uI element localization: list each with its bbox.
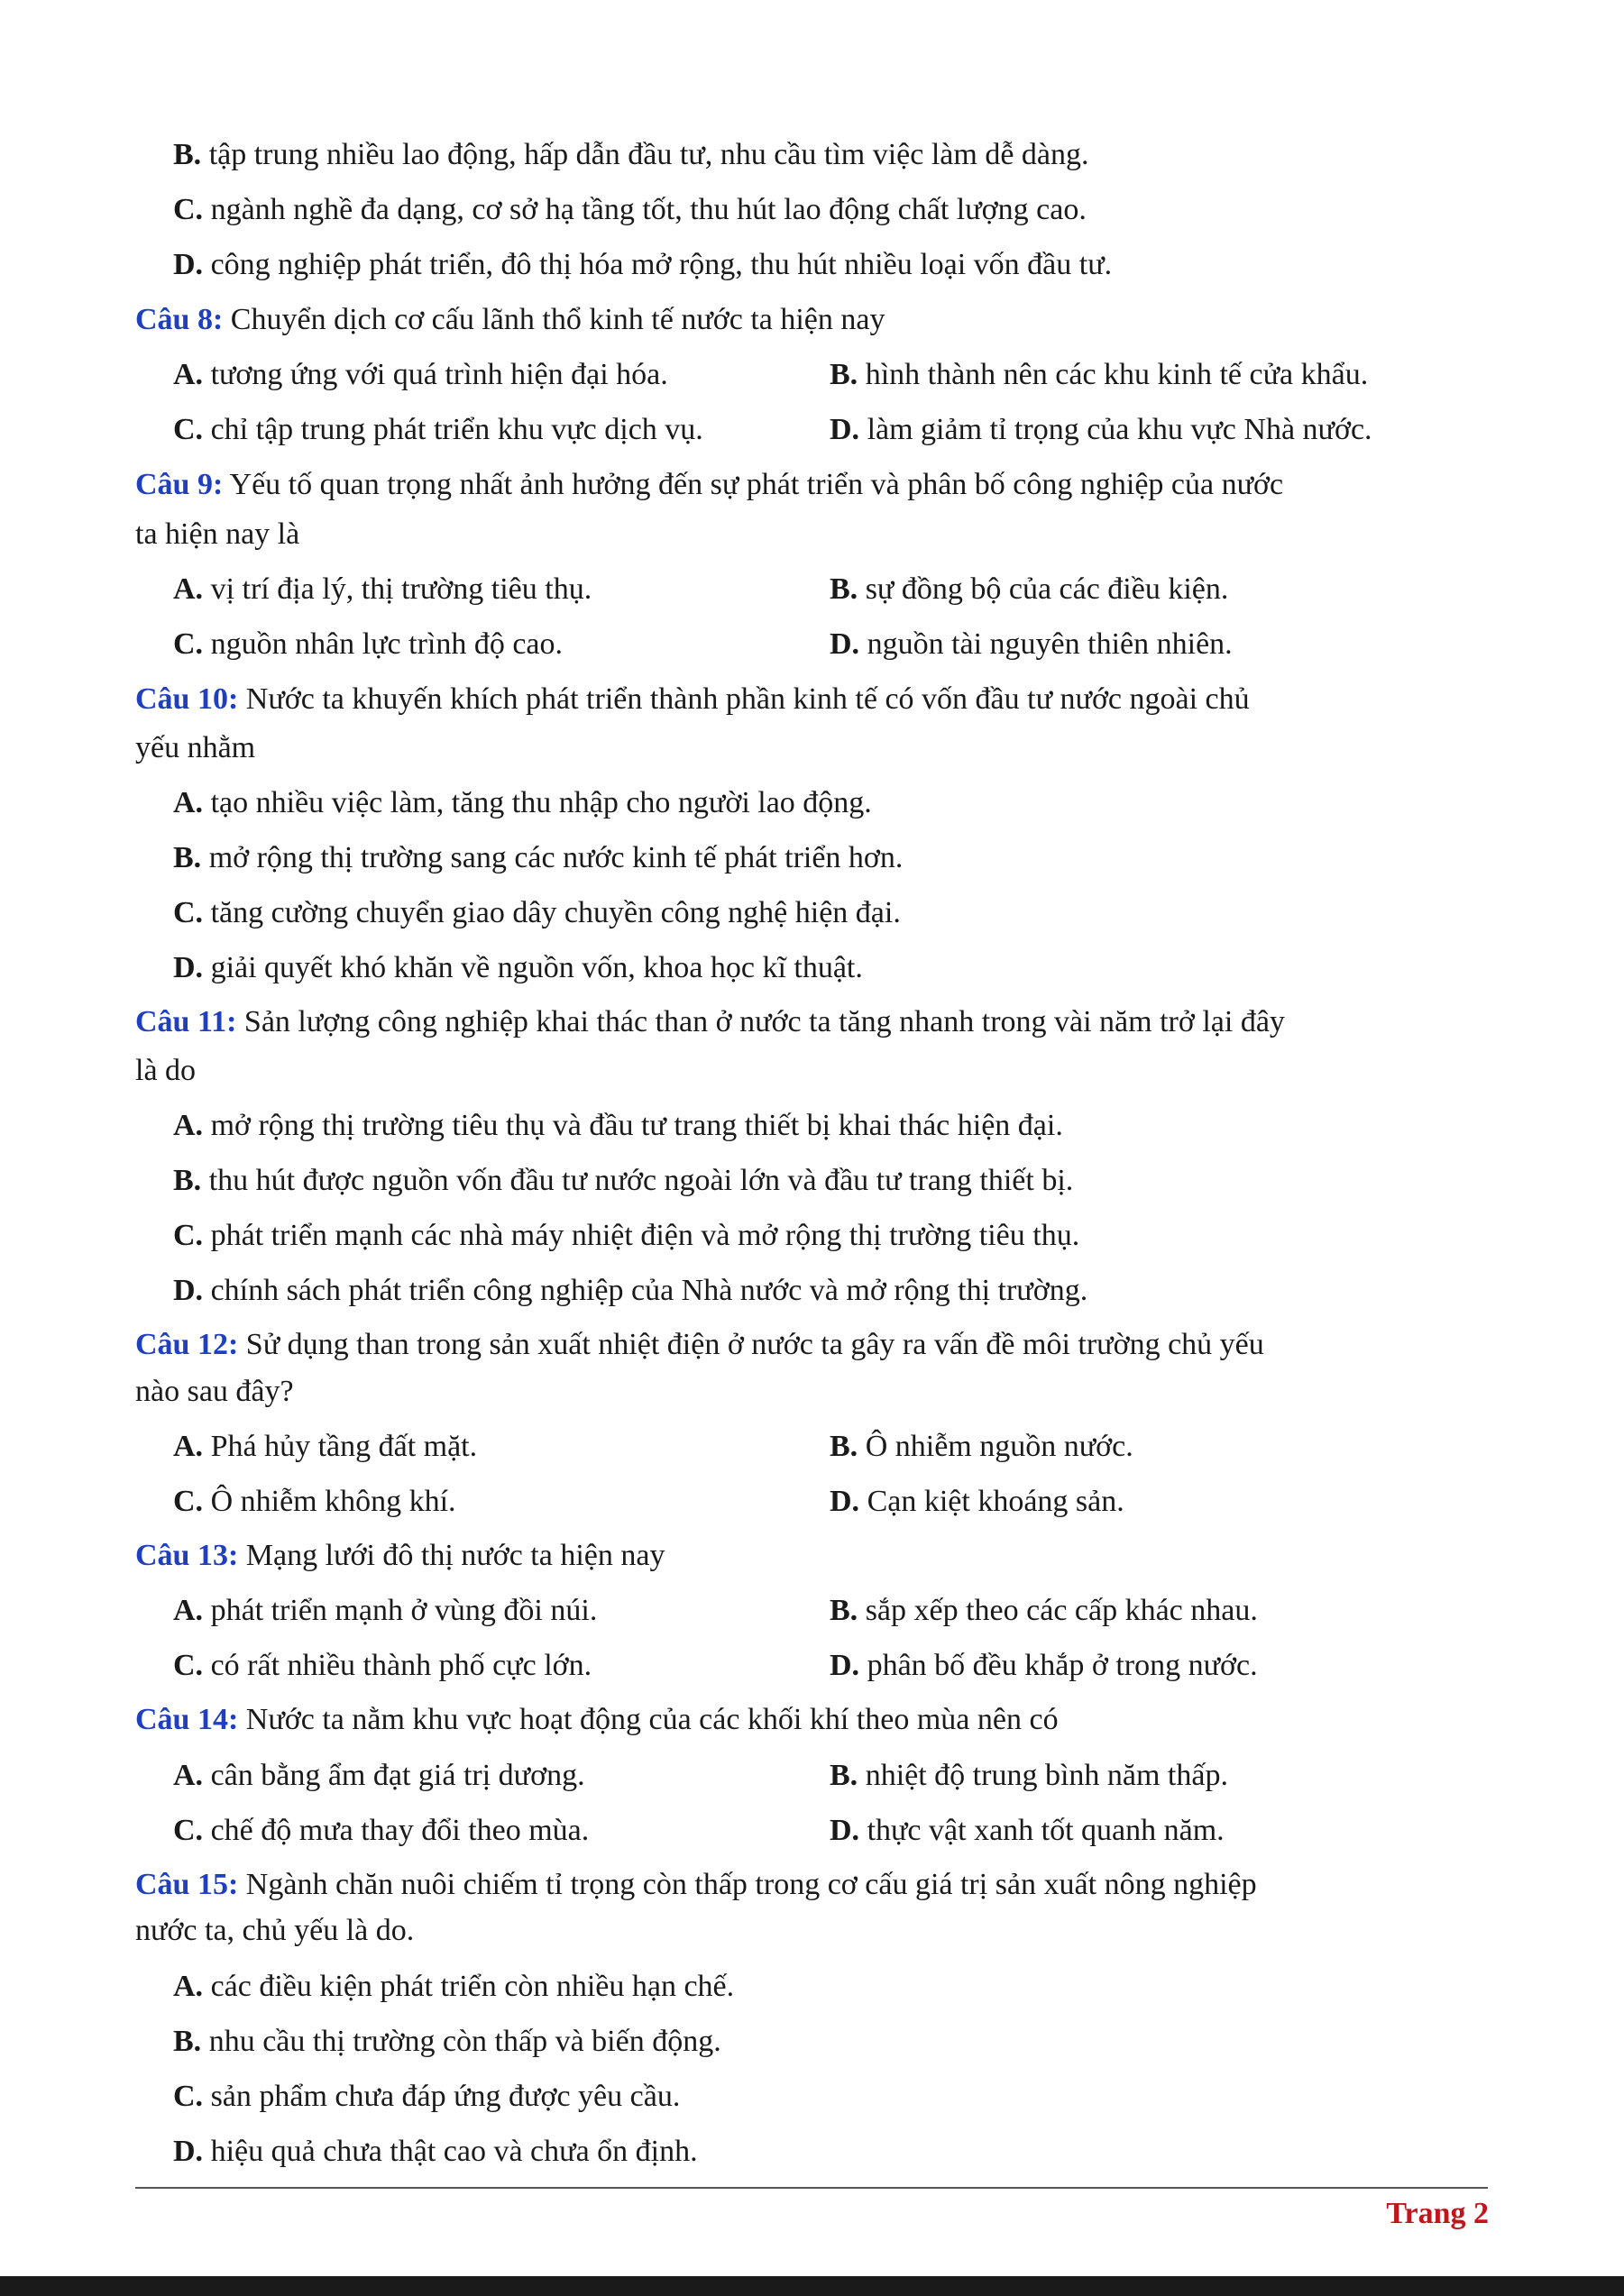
footer-divider xyxy=(135,2187,1488,2189)
option-d xyxy=(173,247,1112,283)
option-label: B. xyxy=(173,841,202,874)
question-label: Câu 9: xyxy=(135,468,224,501)
option-text: công nghiệp phát triển, đô thị hóa mở rộng, thu hút nhiều loại vốn đầu tư. xyxy=(203,248,1113,281)
option-b xyxy=(173,2024,721,2060)
option-text: tập trung nhiều lao động, hấp dẫn đầu tư, nhu cầu tìm việc làm dễ dàng. xyxy=(201,138,1089,171)
option-text: chế độ mưa thay đổi theo mùa. xyxy=(203,1814,590,1847)
option-text: nguồn tài nguyên thiên nhiên. xyxy=(859,627,1233,661)
option-text: phát triển mạnh các nhà máy nhiệt điện và mở rộng thị trường tiêu thụ. xyxy=(203,1219,1080,1252)
option-text: giải quyết khó khăn về nguồn vốn, khoa học kĩ thuật. xyxy=(203,951,863,984)
option-text: tương ứng với quá trình hiện đại hóa. xyxy=(203,358,668,391)
option-a xyxy=(173,1593,597,1629)
option-label: B. xyxy=(830,358,858,391)
option-text: phát triển mạnh ở vùng đồi núi. xyxy=(203,1594,598,1627)
option-d xyxy=(173,1273,1087,1309)
option-text: Phá hủy tầng đất mặt. xyxy=(203,1430,478,1463)
option-d xyxy=(830,1484,1124,1520)
option-a xyxy=(173,1758,585,1794)
option-label: C. xyxy=(173,2080,204,2113)
option-c xyxy=(173,1218,1079,1254)
option-label: B. xyxy=(173,2025,202,2058)
option-label: A. xyxy=(173,1109,204,1142)
option-text: nhiệt độ trung bình năm thấp. xyxy=(858,1759,1228,1792)
option-c xyxy=(173,895,901,931)
option-label: D. xyxy=(830,627,860,661)
option-text: nguồn nhân lực trình độ cao. xyxy=(203,627,564,661)
option-text: vị trí địa lý, thị trường tiêu thụ. xyxy=(203,572,592,606)
option-text: hiệu quả chưa thật cao và chưa ổn định. xyxy=(203,2135,698,2168)
option-b xyxy=(173,1163,1073,1199)
option-c xyxy=(173,1648,592,1684)
option-text: sản phẩm chưa đáp ứng được yêu cầu. xyxy=(203,2080,681,2113)
question-label: Câu 10: xyxy=(135,682,239,716)
question-continuation: yếu nhằm xyxy=(135,731,256,764)
option-label: A. xyxy=(173,572,204,606)
option-text: chỉ tập trung phát triển khu vực dịch vụ. xyxy=(203,413,703,446)
option-text: chính sách phát triển công nghiệp của Nhà nước và mở rộng thị trường. xyxy=(203,1274,1088,1307)
question-text: Mạng lưới đô thị nước ta hiện nay xyxy=(238,1539,665,1572)
option-text: sự đồng bộ của các điều kiện. xyxy=(858,572,1229,606)
question-text: Sản lượng công nghiệp khai thác than ở nước ta tăng nhanh trong vài năm trở lại đây xyxy=(236,1005,1285,1038)
option-label: B. xyxy=(830,572,858,606)
option-label: C. xyxy=(173,1814,204,1847)
question-continuation: nước ta, chủ yếu là do. xyxy=(135,1914,415,1947)
question-label: Câu 11: xyxy=(135,1005,237,1038)
option-text: phân bố đều khắp ở trong nước. xyxy=(859,1649,1258,1682)
option-label: A. xyxy=(173,1759,204,1792)
option-text: Cạn kiệt khoáng sản. xyxy=(859,1485,1124,1518)
option-text: mở rộng thị trường tiêu thụ và đầu tư trang thiết bị khai thác hiện đại. xyxy=(203,1109,1063,1142)
option-label: C. xyxy=(173,1649,204,1682)
question-text: Sử dụng than trong sản xuất nhiệt điện ở nước ta gây ra vấn đề môi trường chủ yếu xyxy=(238,1328,1264,1361)
option-label: D. xyxy=(830,1485,860,1518)
option-b xyxy=(830,357,1368,393)
option-label: C. xyxy=(173,896,204,929)
option-text: làm giảm tỉ trọng của khu vực Nhà nước. xyxy=(859,413,1372,446)
question-8 xyxy=(0,302,1624,338)
option-label: D. xyxy=(830,1649,860,1682)
question-label: Câu 8: xyxy=(135,303,224,336)
option-text: nhu cầu thị trường còn thấp và biến động. xyxy=(201,2025,721,2058)
question-label: Câu 13: xyxy=(135,1539,239,1572)
option-label: A. xyxy=(173,358,204,391)
option-b xyxy=(830,1758,1228,1794)
option-text: thu hút được nguồn vốn đầu tư nước ngoài lớn và đầu tư trang thiết bị. xyxy=(201,1164,1074,1197)
option-label: B. xyxy=(173,138,202,171)
option-label: B. xyxy=(830,1759,858,1792)
question-continuation: ta hiện nay là xyxy=(135,517,300,551)
question-13 xyxy=(0,1538,1624,1574)
option-label: C. xyxy=(173,1219,204,1252)
option-label: C. xyxy=(173,193,204,226)
option-d xyxy=(830,627,1233,663)
option-label: D. xyxy=(173,2135,204,2168)
option-text: mở rộng thị trường sang các nước kinh tế phát triển hơn. xyxy=(201,841,904,874)
page-number: Trang 2 xyxy=(1386,2197,1489,2230)
option-a xyxy=(173,1969,734,2005)
option-a xyxy=(173,1108,1063,1144)
option-label: A. xyxy=(173,1430,204,1463)
question-text: Nước ta khuyến khích phát triển thành phần kinh tế có vốn đầu tư nước ngoài chủ xyxy=(238,682,1250,716)
question-label: Câu 12: xyxy=(135,1328,239,1361)
option-c xyxy=(173,192,1087,228)
option-label: C. xyxy=(173,1485,204,1518)
option-b xyxy=(830,572,1228,608)
option-label: B. xyxy=(830,1594,858,1627)
option-a xyxy=(173,357,668,393)
option-label: A. xyxy=(173,786,204,819)
question-11 xyxy=(0,1004,1624,1040)
question-15 xyxy=(0,1867,1624,1903)
option-b xyxy=(173,840,903,876)
option-text: tăng cường chuyển giao dây chuyền công nghệ hiện đại. xyxy=(203,896,901,929)
option-a xyxy=(173,572,592,608)
option-a xyxy=(173,785,872,821)
option-text: hình thành nên các khu kinh tế cửa khẩu. xyxy=(858,358,1369,391)
option-label: A. xyxy=(173,1970,204,2003)
option-label: D. xyxy=(830,1814,860,1847)
question-label: Câu 15: xyxy=(135,1868,239,1901)
option-label: B. xyxy=(173,1164,202,1197)
option-text: các điều kiện phát triển còn nhiều hạn chế. xyxy=(203,1970,735,2003)
option-a xyxy=(173,1429,477,1465)
option-text: có rất nhiều thành phố cực lớn. xyxy=(203,1649,592,1682)
question-12 xyxy=(0,1327,1624,1363)
question-text: Yếu tố quan trọng nhất ảnh hưởng đến sự phát triển và phân bố công nghiệp của nước xyxy=(223,468,1284,501)
option-text: thực vật xanh tốt quanh năm. xyxy=(859,1814,1225,1847)
option-d xyxy=(173,2134,698,2170)
option-text: ngành nghề đa dạng, cơ sở hạ tầng tốt, thu hút lao động chất lượng cao. xyxy=(203,193,1087,226)
option-label: D. xyxy=(173,951,204,984)
option-d xyxy=(830,1648,1258,1684)
question-text: Nước ta nằm khu vực hoạt động của các khối khí theo mùa nên có xyxy=(238,1703,1059,1736)
question-text: Chuyển dịch cơ cấu lãnh thổ kinh tế nước ta hiện nay xyxy=(223,303,885,336)
option-c xyxy=(173,627,563,663)
option-c xyxy=(173,1484,456,1520)
question-label: Câu 14: xyxy=(135,1703,239,1736)
bottom-bar xyxy=(0,2276,1624,2296)
option-d xyxy=(830,1813,1225,1849)
option-label: A. xyxy=(173,1594,204,1627)
question-continuation: nào sau đây? xyxy=(135,1375,294,1408)
question-continuation: là do xyxy=(135,1054,197,1087)
option-c xyxy=(173,2079,680,2115)
option-label: C. xyxy=(173,413,204,446)
option-c xyxy=(173,412,703,448)
question-text: Ngành chăn nuôi chiếm tỉ trọng còn thấp trong cơ cấu giá trị sản xuất nông nghiệp xyxy=(238,1868,1257,1901)
option-label: D. xyxy=(173,248,204,281)
option-text: cân bằng ẩm đạt giá trị dương. xyxy=(203,1759,585,1792)
option-text: sắp xếp theo các cấp khác nhau. xyxy=(858,1594,1258,1627)
option-label: B. xyxy=(830,1430,858,1463)
option-label: D. xyxy=(830,413,860,446)
option-d xyxy=(173,950,863,986)
option-label: D. xyxy=(173,1274,204,1307)
option-b xyxy=(830,1429,1133,1465)
question-10 xyxy=(0,681,1624,718)
option-text: Ô nhiễm nguồn nước. xyxy=(858,1430,1133,1463)
option-b xyxy=(830,1593,1258,1629)
option-b xyxy=(173,137,1089,173)
question-9 xyxy=(0,467,1624,503)
option-text: tạo nhiều việc làm, tăng thu nhập cho người lao động. xyxy=(203,786,872,819)
option-c xyxy=(173,1813,589,1849)
question-14 xyxy=(0,1702,1624,1738)
option-label: C. xyxy=(173,627,204,661)
option-text: Ô nhiễm không khí. xyxy=(203,1485,456,1518)
option-d xyxy=(830,412,1372,448)
